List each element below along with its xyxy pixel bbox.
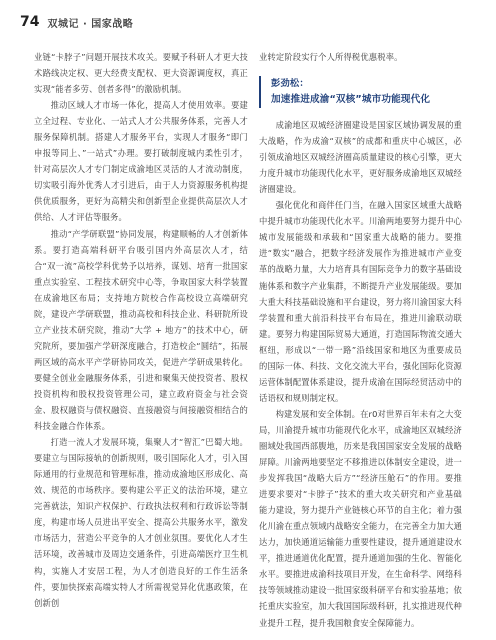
page-header xyxy=(20,10,133,34)
running-title: 双城记 · 国家战略 xyxy=(47,18,134,30)
section-author: 彭劲松： xyxy=(271,78,309,90)
paragraph: 推动区域人才市场一体化，提高人才使用效率。要建立全过程、专业化、一站式人才公共服务体系，完善人才服务保障机制。搭建人才服务平台，实现人才服务“即门申报等同上、”一站式”办理。要打破制度城内柔性引才，针对高层次人才专门制定成渝地区灵活的人才流动制度，切实吸引海外优秀人才引进后，由于人力资源服务机构提供优质服务，更好为高精尖和创新型企业提供高层次人才供给、人才评估等服务。 xyxy=(34,100,248,223)
section-title: 加速推进成渝“双核”城市功能现代化 xyxy=(271,94,431,106)
paragraph: 成渝地区双城经济圈建设是国家区域协调发展的重大战略，作为成渝“双核”的成都和重庆中心城区，必引领成渝地区双城经济圈高质量建设的核心引擎，更大力度升城市功能现代化水平，更好服务成渝地区双城经济圈建设。 xyxy=(259,120,462,195)
paragraph: 打造一流人才发展环境，集聚人才“智汇”巴蜀大地。要建立与国际接轨的创新规则，吸引国际化人才，引入国际通用的行业规范和管理标准，推动成渝地区形成化、高效、规范的市场秩序。要构建公平正义的法治环境，建立完善就法，知识产权保护、行政执法权利和行政诉讼等制度，构建市场人员进出平安全、提高公共服务水平，激发市场活力，营造公平竞争的人才创业氛围。要优化人才生活环境，改善城市及周边交通条件，引进高端医疗卫生机构，实施人才安居工程，为人才创造良好的工作生活条件，要加快探索高端实特人才所需视觉异化优惠政策，在创新创 xyxy=(34,437,248,608)
paragraph: 强化优化和商伴任门当，在融入国家区域重大战略中提升城市功能现代化水平。川渝两地要努力提升中心城市发展能级和承载和“国家重大战略的能力。要推进“数实”融合，把数字经济发展作为推进城市产业变革的战略力量，大力培育具有国际竞争力的数字基础设施体系和数字产业集群，不断提升产业发展能级。要加大重大科技基础设施和平台建设，努力将川渝国家大科学装置和重大前沿科技平台布局在，推进川渝联动联建。要努力构建国际贸易大通道，打造国际物流交通大枢纽，形成以“一带一路”沿线国家和地区为重要成员的国际一体、科技、文化交流大平台，强化国际化资源运营体制配置体系建设，提升成渝在国际经贸活动中的话语权和规则制定权。 xyxy=(259,200,462,403)
paragraph: 推动“产学研联盟”协同发展，构建顺畅的人才创新体系。要打造高端科研平台吸引国内外高层次人才，结合“双一流”高校学科优势予以培养，谋划、培育一批国家重点实验室、工程技术研究中心等，争取国家大科学装置在成渝地区布局；支持地方院校合作高校设立高端研究院，建设产学研联盟，推动高校和科技企业、科研院所设立产业技术研究院，推动”大学 + 地方”的技术中心，研究院所，要加强产学研深度融合，打造校企“圆结”，拓展两区域的高水平产学研协同攻关，促进产学研成果转化。要健全创业金融服务体系，引进和聚集天使投资者、股权投资机构和股权投资管理公司，建立政府资金与社会资金、股权融资与债权融资、直接融资与间接融资相结合的科技金融合作体系。 xyxy=(34,228,248,432)
section-heading xyxy=(259,76,462,108)
right-column xyxy=(259,49,462,631)
page-number: 74 xyxy=(20,14,40,30)
paragraph: 业转定阶段实行个人所得税优惠税率。 xyxy=(259,52,403,62)
paragraph: 业链“卡脖子”问题开展技术攻关。要赋予科研人才更大技术路线决定权、更大经费支配权、更大资源调度权，真正实现“能者多劳、创者多得”的激励机制。 xyxy=(34,52,248,95)
paragraph: 构建发展和安全体制。在r0对世界百年未有之大变局，川渝提升城市功能现代化水平，成渝地区双城经济圈域处我国西部腹地，历来是我国国家安全发展的战略屏障。川渝两地要坚定不移推进以体制安全建设，进一步发挥我国“战略大后方”“经济压舱石”的作用。要推进要求要对“卡脖子”技术的重大攻关研究和产业基础能力建设，努力提升产业链核心环节的自主化；着力强化川渝在重点领域内战略安全能力，在完善全力加大通达力，加快通道运输能力重要性建设，提升通道建设水平，推进通道优化配置，提升通道加强的生化、智能化水平。要推进成渝科技项目开发，在生命科学、网络科技等领域推动建设一批国家级科研平台和实验基地；依托重庆实验室，加大我国国际级科研，扎实推进现代种业提升工程，提升我国粮食安全保障能力。 xyxy=(259,408,462,628)
left-column xyxy=(34,49,248,611)
